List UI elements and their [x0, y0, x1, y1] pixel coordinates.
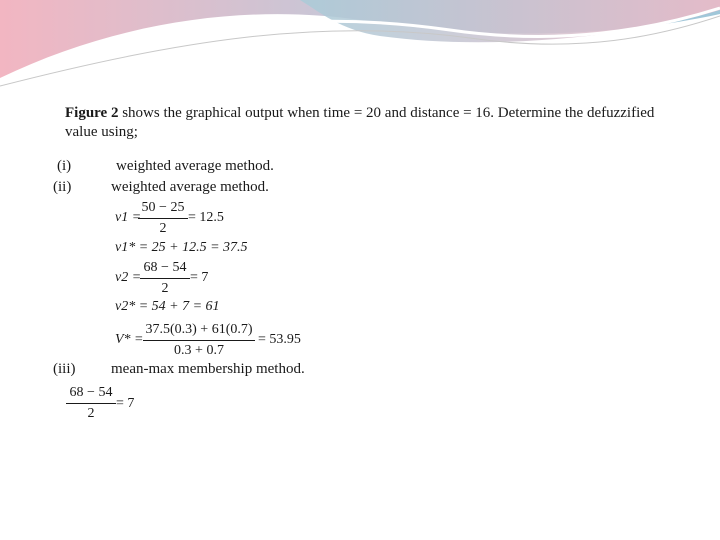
eq-v2-fraction	[140, 260, 190, 297]
item-text-ii: weighted average method.	[111, 179, 269, 195]
eq-meanmax-denominator: 2	[87, 406, 95, 421]
header-wave-decoration	[0, 0, 720, 90]
item-text-iii: mean-max membership method.	[111, 361, 305, 377]
intro-paragraph	[65, 104, 665, 142]
item-label-ii: (ii)	[53, 179, 72, 195]
eq-meanmax-fraction	[66, 385, 116, 422]
eq-V-numerator: 37.5(0.3) + 61(0.7)	[143, 322, 255, 341]
eq-v2-lhs: v2 =	[115, 270, 142, 285]
eq-v2-numerator: 68 − 54	[140, 260, 190, 279]
eq-V-fraction	[143, 322, 255, 359]
eq-v1star: v1* = 25 + 12.5 = 37.5	[115, 240, 248, 255]
eq-v2-denominator: 2	[161, 281, 169, 296]
eq-v1-numerator: 50 − 25	[138, 200, 188, 219]
intro-text: shows the graphical output when time = 20 and distance = 16. Determine the defuzzified value using;	[65, 105, 655, 140]
eq-V-denominator: 0.3 + 0.7	[174, 343, 224, 358]
item-label-i: (i)	[57, 158, 72, 174]
item-text-i: weighted average method.	[116, 158, 274, 174]
figure-label: Figure 2	[65, 105, 119, 121]
eq-v1-fraction	[138, 200, 188, 237]
eq-v1-lhs: v1 =	[115, 210, 142, 225]
eq-v2star: v2* = 54 + 7 = 61	[115, 299, 220, 314]
eq-v2-rhs: = 7	[190, 270, 209, 285]
eq-V-rhs: = 53.95	[258, 332, 301, 347]
eq-meanmax-rhs: = 7	[116, 396, 135, 411]
eq-V-lhs: V* =	[115, 332, 144, 347]
item-label-iii: (iii)	[53, 361, 76, 377]
eq-v1-denominator: 2	[159, 221, 167, 236]
eq-meanmax-numerator: 68 − 54	[66, 385, 116, 404]
eq-v1-rhs: = 12.5	[188, 210, 224, 225]
